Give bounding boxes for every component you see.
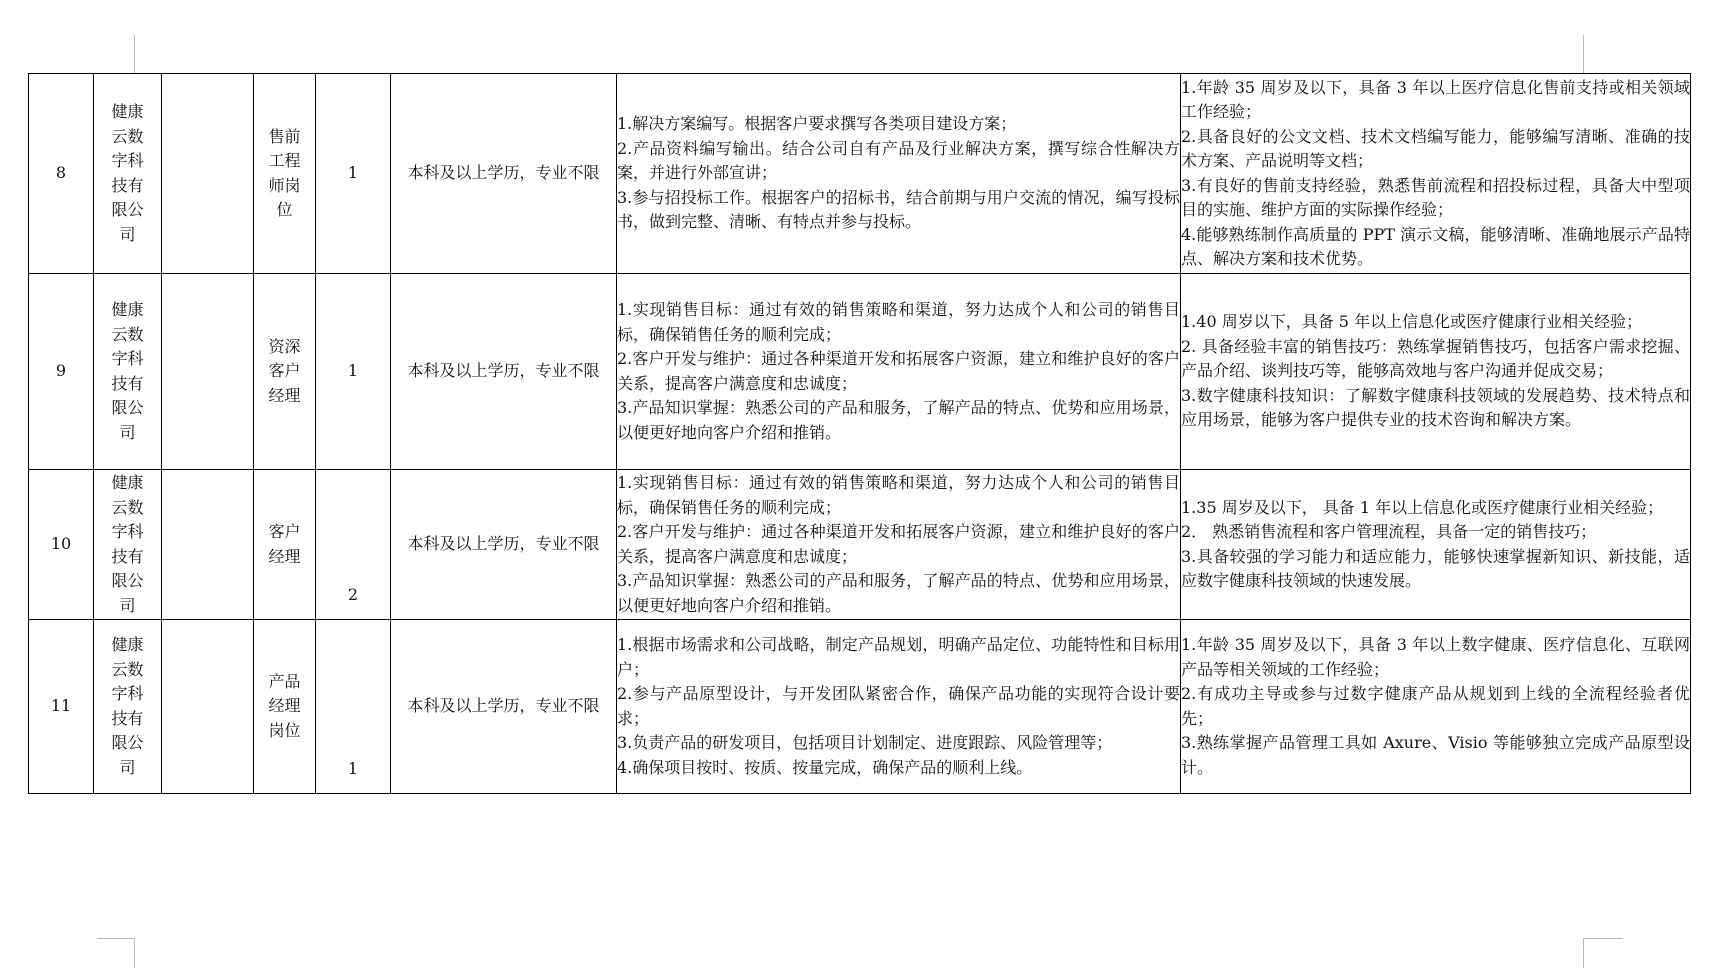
department-cell: [162, 274, 254, 470]
company-name: 健康云数字科技有限公司: [94, 274, 162, 470]
row-number: 11: [29, 620, 94, 794]
job-duties: [617, 74, 1181, 274]
duty-item: 2.客户开发与维护：通过各种渠道开发和拓展客户资源，建立和维护良好的客户关系，提高客户满意度和忠诚度；: [617, 349, 1180, 393]
duty-item: 2.客户开发与维护：通过各种渠道开发和拓展客户资源，建立和维护良好的客户关系，提高客户满意度和忠诚度；: [617, 522, 1180, 566]
crop-mark-bottom-right-h: [1583, 938, 1623, 939]
requirement-item: 1.35 周岁及以下， 具备 1 年以上信息化或医疗健康行业相关经验；: [1181, 497, 1664, 517]
crop-mark-top-left: [134, 35, 135, 73]
duty-item: 3.负责产品的研发项目，包括项目计划制定、进度跟踪、风险管理等；: [617, 733, 1113, 752]
department-cell: [162, 470, 254, 620]
duty-item: 2.参与产品原型设计，与开发团队紧密合作，确保产品功能的实现符合设计要求；: [617, 684, 1180, 728]
job-listing-table: [28, 73, 1691, 794]
duty-item: 4.确保项目按时、按质、按量完成，确保产品的顺利上线。: [617, 757, 1033, 777]
crop-mark-bottom-right-v: [1583, 938, 1584, 968]
company-name: 健康云数字科技有限公司: [94, 470, 162, 620]
duty-item: 3.参与招投标工作。根据客户的招标书，结合前期与用户交流的情况，编写投标书，做到完整、清晰、有特点并参与投标。: [617, 187, 1180, 232]
job-requirements: [1181, 274, 1691, 470]
table-row: [29, 470, 1691, 620]
requirement-item: 3.数字健康科技知识：了解数字健康科技领域的发展趋势、技术特点和应用场景，能够为客户提供专业的技术咨询和解决方案。: [1181, 385, 1690, 430]
requirement-item: 2.有成功主导或参与过数字健康产品从规划到上线的全流程经验者优先；: [1181, 684, 1690, 728]
headcount: 1: [316, 74, 391, 274]
education-requirement: 本科及以上学历，专业不限: [391, 274, 617, 470]
headcount: 1: [316, 274, 391, 470]
crop-mark-bottom-left-v: [134, 938, 135, 968]
requirement-item: 4.能够熟练制作高质量的 PPT 演示文稿，能够清晰、准确地展示产品特点、解决方案和技术优势。: [1181, 224, 1690, 268]
requirement-item: 1.年龄 35 周岁及以下，具备 3 年以上数字健康、医疗信息化、互联网产品等相关领域的工作经验；: [1181, 635, 1690, 679]
table-row: [29, 620, 1691, 794]
requirement-item: 3.具备较强的学习能力和适应能力，能够快速掌握新知识、新技能，适应数字健康科技领域的快速发展。: [1181, 546, 1690, 590]
position-name: 售前工程师岗位: [254, 74, 316, 274]
job-requirements: [1181, 74, 1691, 274]
requirement-item: 1.40 周岁以下，具备 5 年以上信息化或医疗健康行业相关经验；: [1181, 312, 1643, 332]
company-name: 健康云数字科技有限公司: [94, 74, 162, 274]
position-name: 资深客户经理: [254, 274, 316, 470]
table-row: [29, 274, 1691, 470]
duty-item: 1.解决方案编写。根据客户要求撰写各类项目建设方案；: [617, 114, 1017, 134]
table-row: [29, 74, 1691, 274]
row-number: 9: [29, 274, 94, 470]
education-requirement: 本科及以上学历，专业不限: [391, 620, 617, 794]
requirement-item: 2. 具备经验丰富的销售技巧：熟练掌握销售技巧，包括客户需求挖掘、产品介绍、谈判技巧等，能够高效地与客户沟通并促成交易；: [1181, 336, 1690, 381]
department-cell: [162, 74, 254, 274]
duty-item: 1.根据市场需求和公司战略，制定产品规划，明确产品定位、功能特性和目标用户；: [617, 635, 1180, 679]
job-duties: [617, 274, 1181, 470]
job-duties: [617, 620, 1181, 794]
job-requirements: [1181, 620, 1691, 794]
requirement-item: 1.年龄 35 周岁及以下，具备 3 年以上医疗信息化售前支持或相关领域工作经验；: [1181, 77, 1690, 121]
requirement-item: 3.熟练掌握产品管理工具如 Axure、Visio 等能够独立完成产品原型设计。: [1181, 733, 1690, 777]
requirement-item: 2． 熟悉销售流程和客户管理流程，具备一定的销售技巧；: [1181, 522, 1597, 541]
position-name: 产品经理岗位: [254, 620, 316, 794]
company-name: 健康云数字科技有限公司: [94, 620, 162, 794]
headcount: 2: [316, 470, 391, 620]
education-requirement: 本科及以上学历，专业不限: [391, 470, 617, 620]
duty-item: 1.实现销售目标：通过有效的销售策略和渠道，努力达成个人和公司的销售目标，确保销售任务的顺利完成；: [617, 473, 1180, 517]
job-duties: [617, 470, 1181, 620]
department-cell: [162, 620, 254, 794]
duty-item: 3.产品知识掌握：熟悉公司的产品和服务，了解产品的特点、优势和应用场景，以便更好地向客户介绍和推销。: [617, 398, 1180, 442]
duty-item: 3.产品知识掌握：熟悉公司的产品和服务，了解产品的特点、优势和应用场景，以便更好地向客户介绍和推销。: [617, 571, 1180, 615]
requirement-item: 3.有良好的售前支持经验，熟悉售前流程和招投标过程，具备大中型项目的实施、维护方面的实际操作经验；: [1181, 175, 1690, 219]
position-name: 客户经理: [254, 470, 316, 620]
row-number: 10: [29, 470, 94, 620]
crop-mark-bottom-left-h: [97, 938, 134, 939]
requirement-item: 2.具备良好的公文文档、技术文档编写能力，能够编写清晰、准确的技术方案、产品说明等文档；: [1181, 126, 1690, 170]
duty-item: 1.实现销售目标：通过有效的销售策略和渠道，努力达成个人和公司的销售目标，确保销售任务的顺利完成；: [617, 300, 1180, 344]
duty-item: 2.产品资料编写输出。结合公司自有产品及行业解决方案，撰写综合性解决方案，并进行外部宣讲；: [617, 138, 1180, 183]
crop-mark-top-right: [1583, 35, 1584, 73]
row-number: 8: [29, 74, 94, 274]
headcount: 1: [316, 620, 391, 794]
job-requirements: [1181, 470, 1691, 620]
education-requirement: 本科及以上学历，专业不限: [391, 74, 617, 274]
